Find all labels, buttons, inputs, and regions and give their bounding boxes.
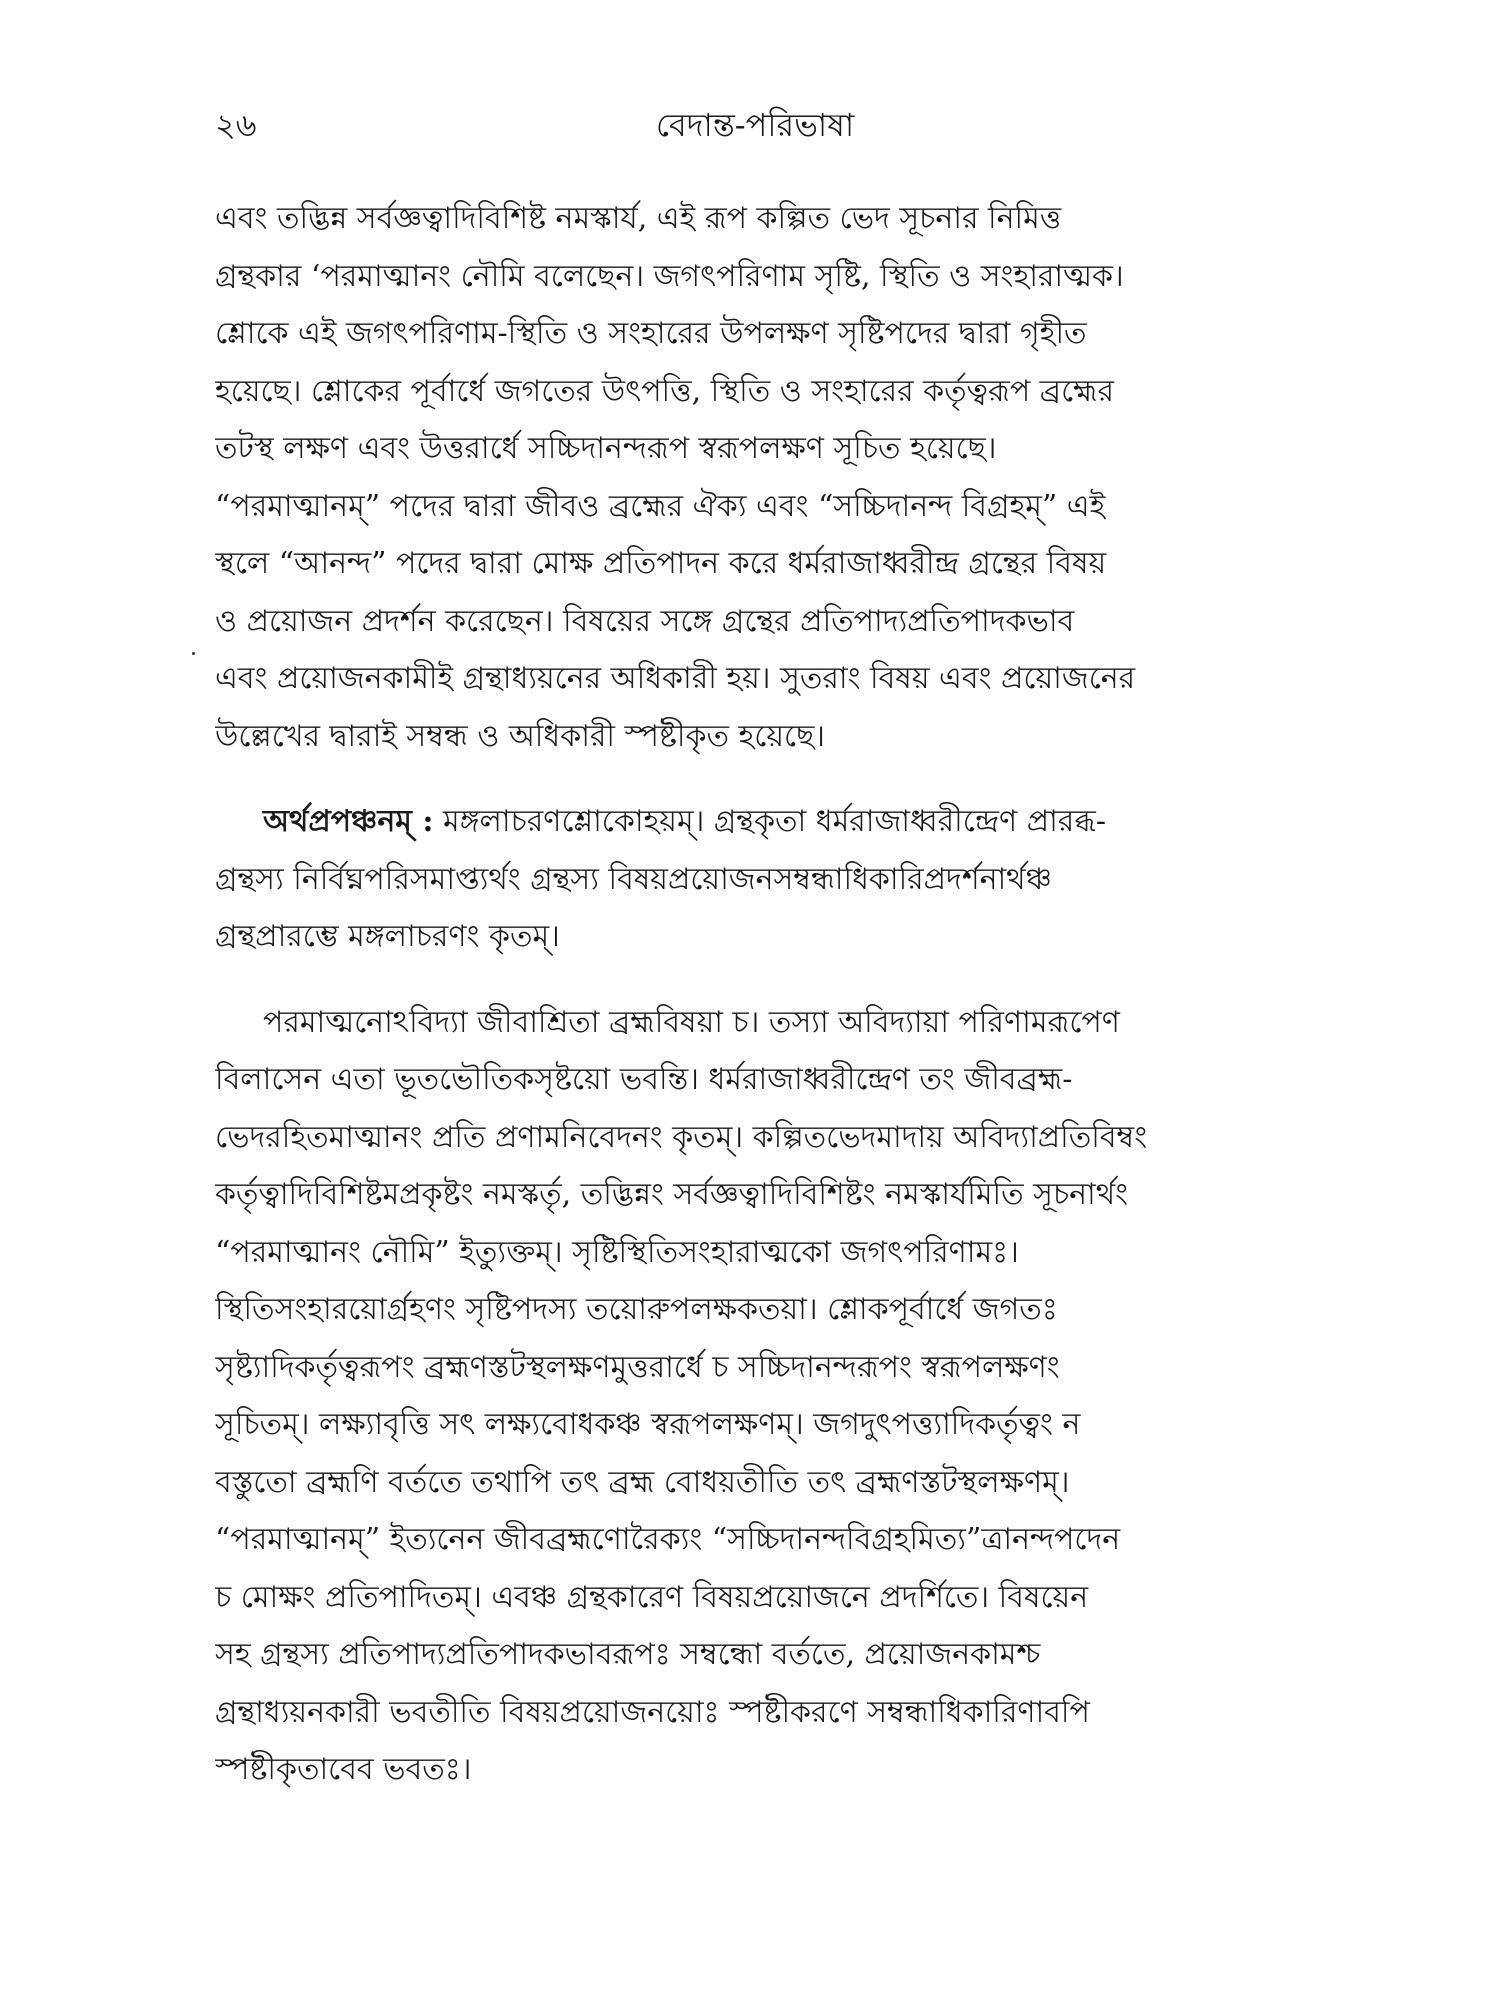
text-line: “পরমাত্মানম্” ইত্যনেন জীবব্রহ্মণোরৈক্যং “সচ্চিদানন্দবিগ্রহমিত্য”ত্রানন্দপদেন	[215, 1522, 1121, 1557]
text-line: গ্রন্থাধ্যয়নকারী ভবতীতি বিষয়প্রয়োজনয়োঃ স্পষ্টীকরণে সম্বন্ধাধিকারিণাবপি	[215, 1694, 1090, 1730]
text-line: কর্তৃত্বাদিবিশিষ্টমপ্রকৃষ্টং নমস্কর্তৃ, তদ্ভিন্নং সর্বজ্ঞত্বাদিবিশিষ্টং নমস্কার্যমিতি সূচনার্থং	[215, 1177, 1129, 1212]
paragraph-sanskrit-commentary	[215, 994, 1295, 1799]
text-line: “পরমাত্মানম্” পদের দ্বারা জীবও ব্রহ্মের ঐক্য এবং “সচ্চিদানন্দ বিগ্রহম্” এই	[215, 488, 1106, 524]
text-line: স্থিতিসংহারয়োর্গ্রহণং সৃষ্টিপদস্য তয়োরুপলক্ষকতয়া। শ্লোকপূর্বার্ধে জগতঃ	[215, 1292, 1058, 1327]
text-line: সৃষ্ট্যাদিকর্তৃত্বরূপং ব্রহ্মণস্তটস্থলক্ষণমুত্তরার্ধে চ সচ্চিদানন্দরূপং স্বরূপলক্ষণং	[215, 1349, 1060, 1385]
text-line: এবং তদ্ভিন্ন সর্বজ্ঞত্বাদিবিশিষ্ট নমস্কার্য, এই রূপ কল্পিত ভেদ সূচনার নিমিত্ত	[215, 201, 1062, 236]
text-line: “পরমাত্মানং নৌমি” ইত্যুক্তম্। সৃষ্টিস্থিতিসংহারাত্মকো জগৎপরিণামঃ।	[215, 1234, 1019, 1270]
text-line	[215, 793, 1295, 851]
body-text	[215, 190, 1295, 1799]
paragraph-bengali-commentary	[215, 190, 1295, 765]
text-line: গ্রন্থস্য নির্বিঘ্নপরিসমাপ্ত্যর্থং গ্রন্থস্য বিষয়প্রয়োজনসম্বন্ধাধিকারিপ্রদর্শনার্থঞ্চ	[215, 861, 1052, 897]
text-line: স্থলে “আনন্দ” পদের দ্বারা মোক্ষ প্রতিপাদন করে ধর্মরাজাধ্বরীন্দ্র গ্রন্থের বিষয়	[215, 546, 1107, 581]
text-line: গ্রন্থকার ‘পরমাত্মানং নৌমি বলেছেন। জগৎপরিণাম সৃষ্টি, স্থিতি ও সংহারাত্মক।	[215, 258, 1124, 294]
text-line: বিলাসেন এতা ভূতভৌতিকসৃষ্টয়ো ভবন্তি। ধর্মরাজাধ্বরীন্দ্রেণ তং জীবব্রহ্ম-	[215, 1062, 1073, 1097]
text-line: সহ গ্রন্থস্য প্রতিপাদ্যপ্রতিপাদকভাবরূপঃ সম্বন্ধো বর্ততে, প্রয়োজনকামশ্চ	[215, 1637, 1041, 1672]
paragraph-artha-prapanchanam	[215, 793, 1295, 966]
margin-dot	[192, 652, 195, 655]
lead-term: অর্থপ্রপঞ্চনম্ :	[263, 804, 434, 839]
text-line: গ্রন্থপ্রারম্ভে মঙ্গলাচরণং কৃতম্।	[215, 919, 560, 954]
text-line: চ মোক্ষং প্রতিপাদিতম্। এবঞ্চ গ্রন্থকারেণ বিষয়প্রয়োজনে প্রদর্শিতে। বিষয়েন	[215, 1579, 1089, 1615]
text-line-rest: মঙ্গলাচরণশ্লোকোহয়ম্। গ্রন্থকৃতা ধর্মরাজাধ্বরীন্দ্রেণ প্রারব্ধ-	[433, 804, 1106, 839]
text-line: সূচিতম্। লক্ষ্যাবৃত্তি সৎ লক্ষ্যবোধকঞ্চ স্বরূপলক্ষণম্। জগদুৎপত্ত্যাদিকর্তৃত্বং ন	[215, 1407, 1081, 1442]
text-line: ভেদরহিতমাত্মানং প্রতি প্রণামনিবেদনং কৃতম্। কল্পিতভেদমাদায় অবিদ্যাপ্রতিবিম্বং	[215, 1119, 1148, 1155]
text-line: ও প্রয়োজন প্রদর্শন করেছেন। বিষয়ের সঙ্গে গ্রন্থের প্রতিপাদ্যপ্রতিপাদকভাব	[215, 603, 1075, 639]
paragraph-gap	[215, 765, 1295, 793]
text-line: শ্লোকে এই জগৎপরিণাম-স্থিতি ও সংহারের উপলক্ষণ সৃষ্টিপদের দ্বারা গৃহীত	[215, 316, 1087, 351]
text-line: তটস্থ লক্ষণ এবং উত্তরার্ধে সচ্চিদানন্দরূপ স্বরূপলক্ষণ সূচিত হয়েছে।	[215, 431, 997, 466]
text-line: এবং প্রয়োজনকামীই গ্রন্থাধ্যয়নের অধিকারী হয়। সুতরাং বিষয় এবং প্রয়োজনের	[215, 661, 1136, 696]
running-title: বেদান্ত-পরিভাষা	[655, 106, 855, 144]
text-line: পরমাত্মনোঽবিদ্যা জীবাশ্রিতা ব্রহ্মবিষয়া চ। তস্যা অবিদ্যায়া পরিণামরূপেণ	[263, 1004, 1120, 1040]
text-line: বস্তুতো ব্রহ্মণি বর্ততে তথাপি তৎ ব্রহ্ম বোধয়তীতি তৎ ব্রহ্মণস্তটস্থলক্ষণম্।	[215, 1464, 1070, 1500]
text-line: হয়েছে। শ্লোকের পূর্বার্ধে জগতের উৎপত্তি, স্থিতি ও সংহারের কর্তৃত্বরূপ ব্রহ্মের	[215, 373, 1115, 409]
text-line: উল্লেখের দ্বারাই সম্বন্ধ ও অধিকারী স্পষ্টীকৃত হয়েছে।	[215, 718, 825, 754]
text-line: স্পষ্টীকৃতাবেব ভবতঃ।	[215, 1752, 472, 1787]
page-header	[215, 100, 1295, 150]
page-number: ২৬	[215, 106, 257, 144]
paragraph-gap	[215, 966, 1295, 994]
